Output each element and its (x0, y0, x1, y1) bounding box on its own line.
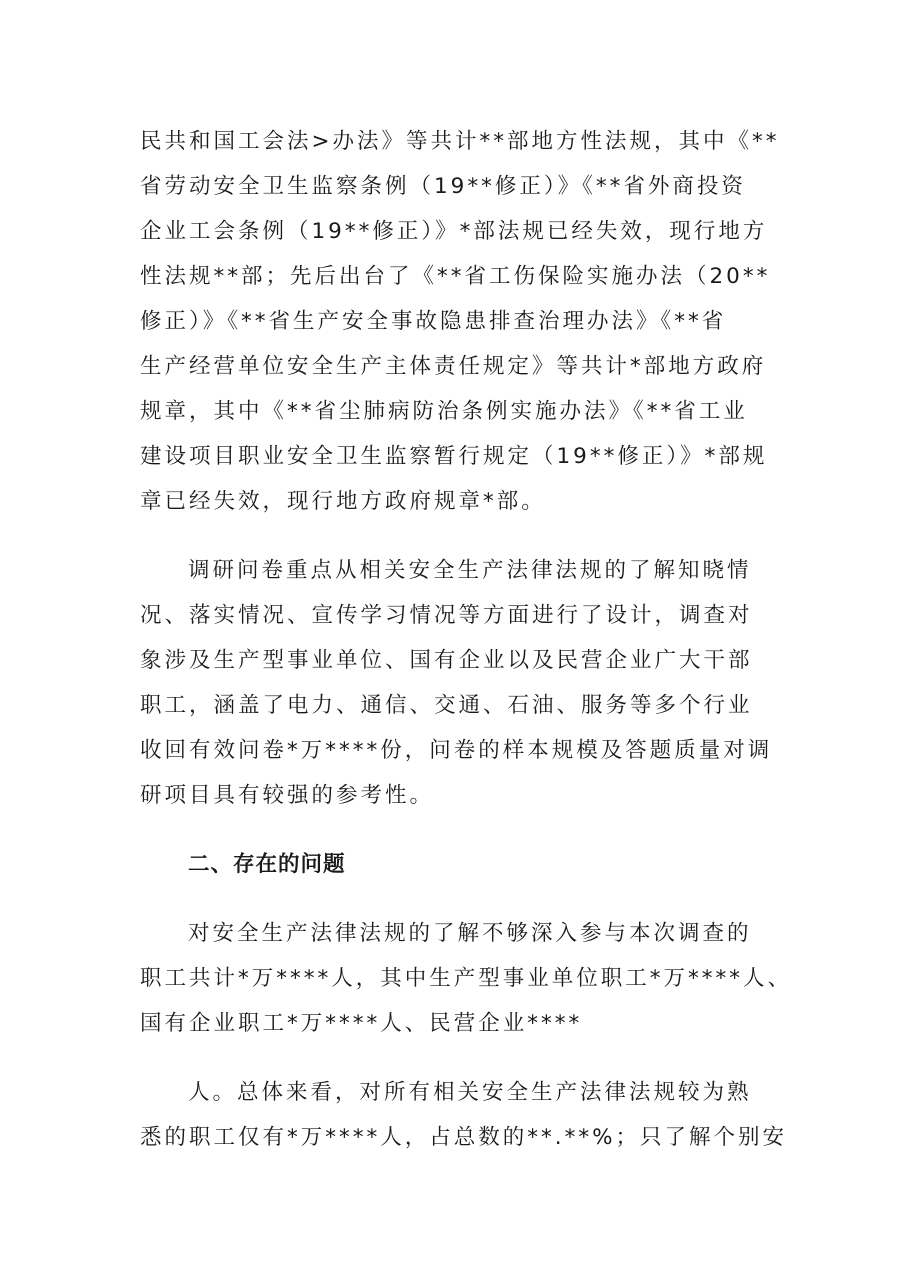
text-line: 修正）》《**省生产安全事故隐患排查治理办法》《**省 (140, 309, 727, 334)
section-heading: 二、存在的问题 (188, 852, 346, 877)
text-line: 企业工会条例（19**修正）》*部法规已经失效，现行地方 (140, 219, 768, 244)
text-line: 国有企业职工*万****人、民营企业**** (140, 1011, 583, 1036)
text-line: 建设项目职业安全卫生监察暂行规定（19**修正）》*部规 (140, 444, 768, 469)
text-line: 况、落实情况、宣传学习情况等方面进行了设计，调查对 (140, 603, 753, 628)
text-line: 章已经失效，现行地方政府规章*部。 (140, 489, 546, 514)
text-line: 悉的职工仅有*万****人，占总数的**.**%；只了解个别安 (140, 1125, 788, 1150)
text-line: 职工，涵盖了电力、通信、交通、石油、服务等多个行业 (140, 693, 753, 718)
text-line: 对安全生产法律法规的了解不够深入参与本次调查的 (188, 921, 752, 946)
text-line: 省劳动安全卫生监察条例（19**修正）》《**省外商投资 (140, 174, 746, 199)
text-line: 研项目具有较强的参考性。 (140, 783, 435, 808)
text-line: 性法规**部；先后出台了《**省工伤保险实施办法（20** (140, 264, 771, 289)
text-line: 收回有效问卷*万****份，问卷的样本规模及答题质量对调 (140, 738, 773, 763)
text-line: 职工共计*万****人，其中生产型事业单位职工*万****人、 (140, 966, 793, 991)
text-line: 调研问卷重点从相关安全生产法律法规的了解知晓情 (188, 558, 752, 583)
text-line: 人。总体来看，对所有相关安全生产法律法规较为熟 (188, 1080, 752, 1105)
text-line: 生产经营单位安全生产主体责任规定》等共计*部地方政府 (140, 354, 767, 379)
text-line: 象涉及生产型事业单位、国有企业以及民营企业广大干部 (140, 648, 753, 673)
text-line: 规章，其中《**省尘肺病防治条例实施办法》《**省工业 (140, 399, 748, 424)
text-line: 民共和国工会法>办法》等共计**部地方性法规，其中《** (140, 129, 780, 154)
